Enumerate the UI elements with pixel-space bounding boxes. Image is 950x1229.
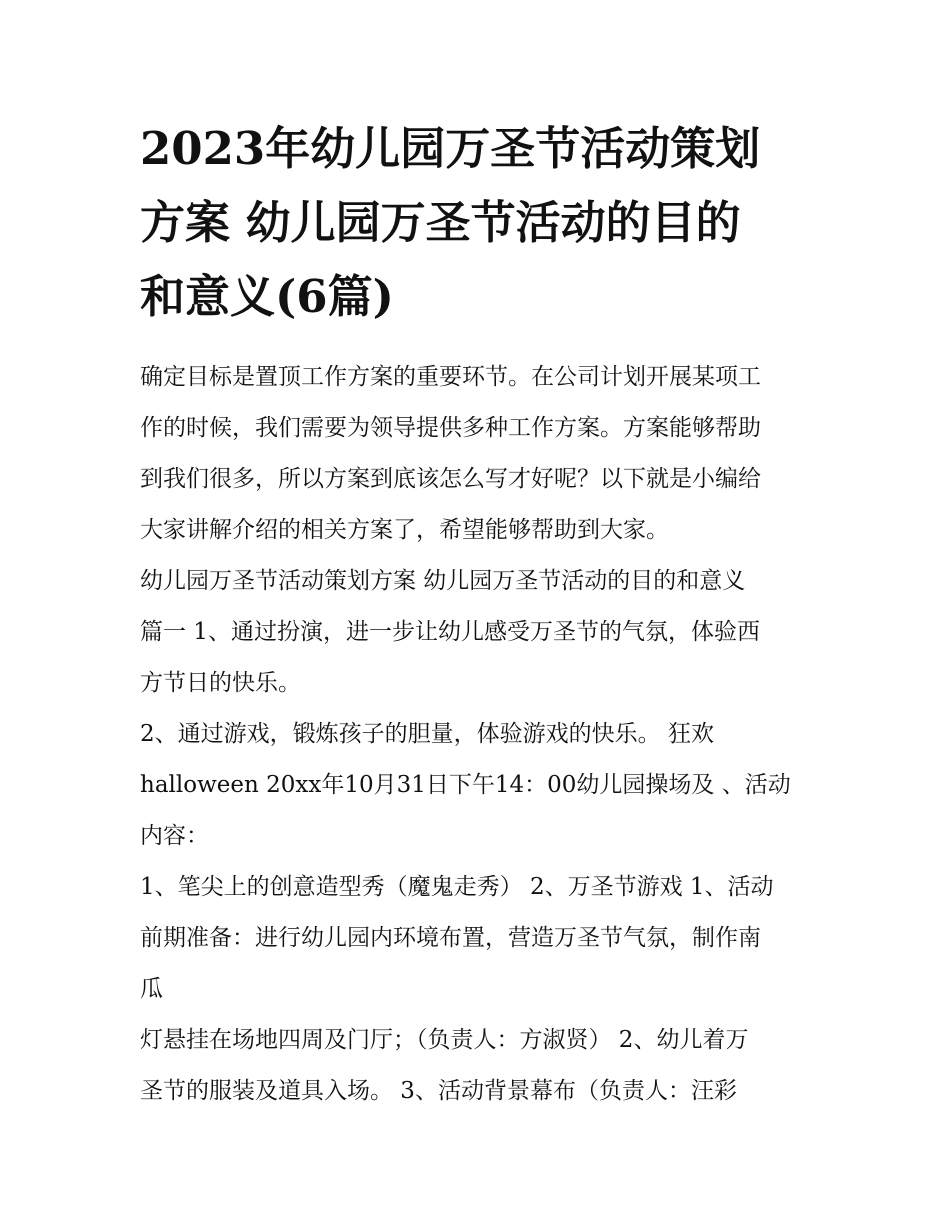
body-line-12: 前期准备：进行幼儿园内环境布置，营造万圣节气氛，制作南 bbox=[140, 925, 761, 951]
title-line-3: 和意义(6篇) bbox=[140, 270, 394, 323]
document-content bbox=[140, 112, 820, 1117]
body-line-2: 作的时候，我们需要为领导提供多种工作方案。方案能够帮助 bbox=[140, 415, 761, 441]
body-line-14: 灯悬挂在场地四周及门厅；（负责人：方淑贤） 2、幼儿着万 bbox=[140, 1027, 749, 1053]
body-line-9: halloween 20xx年10月31日下午14：00幼儿园操场及 、活动 bbox=[140, 772, 791, 798]
document-title bbox=[140, 112, 820, 334]
body-line-4: 大家讲解介绍的相关方案了，希望能够帮助到大家。 bbox=[140, 517, 669, 543]
body-line-3: 到我们很多，所以方案到底该怎么写才好呢？以下就是小编给 bbox=[140, 466, 761, 492]
document-body bbox=[140, 352, 820, 1117]
title-line-1: 2023年幼儿园万圣节活动策划 bbox=[140, 122, 761, 175]
title-line-2: 方案 幼儿园万圣节活动的目的 bbox=[140, 196, 741, 249]
body-line-7: 方节日的快乐。 bbox=[140, 670, 301, 696]
body-line-10: 内容： bbox=[140, 823, 209, 849]
body-line-5: 幼儿园万圣节活动策划方案 幼儿园万圣节活动的目的和意义 bbox=[140, 568, 746, 594]
body-line-15: 圣节的服装及道具入场。 3、活动背景幕布（负责人：汪彩 bbox=[140, 1078, 737, 1104]
body-line-6: 篇一 1、通过扮演，进一步让幼儿感受万圣节的气氛，体验西 bbox=[140, 619, 760, 645]
body-line-1: 确定目标是置顶工作方案的重要环节。在公司计划开展某项工 bbox=[140, 364, 761, 390]
body-line-13: 瓜 bbox=[140, 976, 163, 1002]
body-line-11: 1、笔尖上的创意造型秀（魔鬼走秀） 2、万圣节游戏 1、活动 bbox=[140, 874, 774, 900]
body-line-8: 2、通过游戏，锻炼孩子的胆量，体验游戏的快乐。 狂欢 bbox=[140, 721, 714, 747]
